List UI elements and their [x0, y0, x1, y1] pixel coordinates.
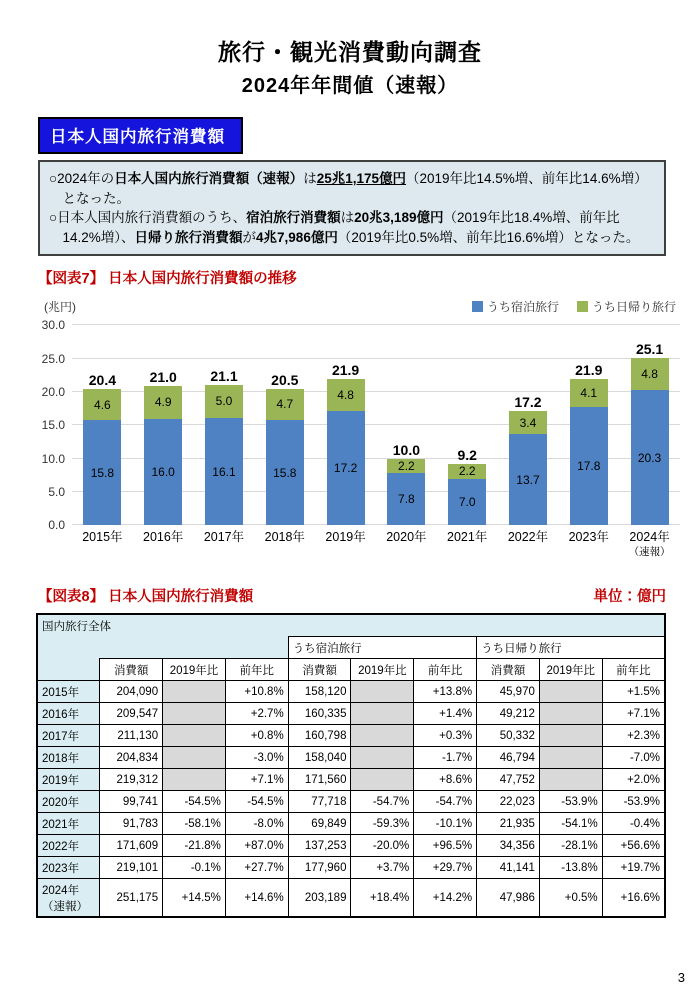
table-row — [37, 725, 665, 747]
col-header-amount: 消費額 — [477, 659, 540, 681]
year-cell: 2022年 — [37, 835, 100, 857]
x-axis-label — [194, 530, 255, 559]
value-cell: -54.5% — [163, 791, 226, 813]
value-cell — [351, 769, 414, 791]
value-cell: -54.5% — [225, 791, 288, 813]
bar-total-label: 25.1 — [635, 340, 664, 357]
bar-total-label: 21.9 — [331, 361, 360, 378]
bar-segment-daytrip: 4.8 — [327, 379, 365, 411]
table-row — [37, 791, 665, 813]
value-cell: 91,783 — [100, 813, 163, 835]
x-axis-label-year: 2021年 — [447, 530, 488, 545]
value-cell: 204,090 — [100, 681, 163, 703]
bar-segment-daytrip: 5.0 — [205, 385, 243, 418]
x-axis-label — [133, 530, 194, 559]
x-axis-label-year: 2016年 — [143, 530, 184, 545]
bar-group — [437, 325, 498, 525]
value-cell — [163, 769, 226, 791]
bar-segment-daytrip: 2.2 — [387, 459, 425, 474]
chart-unit-label: (兆円) — [44, 300, 76, 315]
bar-segment-lodging: 16.1 — [205, 418, 243, 525]
bar-group — [194, 325, 255, 525]
value-cell — [539, 725, 602, 747]
chart-top-row — [44, 298, 676, 315]
bar-total-label: 17.2 — [514, 394, 542, 411]
x-axis-label — [619, 530, 680, 559]
page-title: 旅行・観光消費動向調査 — [218, 39, 482, 65]
bullet-text-bold: 4兆7,986億円 — [256, 229, 338, 245]
value-cell: 137,253 — [288, 835, 351, 857]
x-axis-label-note: （速報） — [628, 545, 671, 558]
value-cell: 158,040 — [288, 747, 351, 769]
bar-total-label: 9.2 — [457, 446, 477, 463]
year-cell: 2021年 — [37, 813, 100, 835]
year-cell: 2023年 — [37, 857, 100, 879]
value-cell: +2.3% — [602, 725, 665, 747]
figure8-title: 【図表8】 日本人国内旅行消費額 — [38, 589, 254, 605]
value-cell — [539, 769, 602, 791]
bar-group — [498, 325, 559, 525]
value-cell — [351, 725, 414, 747]
value-cell — [539, 681, 602, 703]
bar-total-label: 20.5 — [271, 371, 299, 388]
bar-total-label: 20.4 — [88, 372, 117, 389]
y-tick-label: 0.0 — [48, 518, 65, 533]
value-cell: 160,798 — [288, 725, 351, 747]
bar-total-label: 21.9 — [575, 362, 603, 379]
value-cell: +16.6% — [602, 879, 665, 918]
bar-segment-lodging: 17.2 — [327, 411, 365, 526]
table-merged-blank — [37, 637, 288, 659]
value-cell: 41,141 — [477, 857, 540, 879]
value-cell: 158,120 — [288, 681, 351, 703]
value-cell: -58.1% — [163, 813, 226, 835]
x-axis-label-year: 2024年 — [629, 530, 670, 545]
value-cell: +0.3% — [414, 725, 477, 747]
value-cell: +1.4% — [414, 703, 477, 725]
value-cell: 211,130 — [100, 725, 163, 747]
value-cell: 21,935 — [477, 813, 540, 835]
bar-segment-lodging: 7.8 — [387, 473, 425, 525]
bars-container — [72, 325, 680, 525]
value-cell — [351, 703, 414, 725]
bar-segment-lodging: 20.3 — [631, 390, 669, 525]
table-row — [37, 769, 665, 791]
value-cell: +18.4% — [351, 879, 414, 918]
value-cell — [539, 703, 602, 725]
bar-segment-lodging: 13.7 — [509, 434, 547, 525]
x-axis-label-year: 2020年 — [386, 530, 427, 545]
section-label-domestic-travel: 日本人国内旅行消費額 — [38, 117, 243, 154]
value-cell: 69,849 — [288, 813, 351, 835]
col-header-yoy: 前年比 — [225, 659, 288, 681]
value-cell — [539, 747, 602, 769]
table-group-header-daytrip: うち日帰り旅行 — [477, 637, 665, 659]
bullet-text: ○2024年の — [49, 171, 115, 186]
value-cell — [163, 681, 226, 703]
bar-segment-lodging: 15.8 — [266, 420, 304, 525]
table-row — [37, 747, 665, 769]
value-cell: +14.2% — [414, 879, 477, 918]
year-cell: 2020年 — [37, 791, 100, 813]
col-header-amount: 消費額 — [288, 659, 351, 681]
value-cell: -0.4% — [602, 813, 665, 835]
bar-total-label: 10.0 — [392, 441, 420, 458]
bar-segment-daytrip: 4.7 — [266, 389, 304, 420]
value-cell: +19.7% — [602, 857, 665, 879]
value-cell: +96.5% — [414, 835, 477, 857]
bullet-text-bold: 日帰り旅行消費額 — [134, 229, 243, 245]
value-cell: 177,960 — [288, 857, 351, 879]
value-cell: +87.0% — [225, 835, 288, 857]
bar-group — [558, 325, 619, 525]
value-cell: -54.7% — [351, 791, 414, 813]
table-row — [37, 681, 665, 703]
legend-swatch-icon — [472, 301, 483, 312]
year-cell: 2016年 — [37, 703, 100, 725]
y-axis — [30, 318, 72, 533]
table-top-header: 国内旅行全体 — [37, 614, 665, 637]
value-cell: +2.7% — [225, 703, 288, 725]
bar-group — [133, 325, 194, 525]
value-cell — [351, 747, 414, 769]
bar-group — [619, 325, 680, 525]
legend-label: うち宿泊旅行 — [486, 300, 559, 315]
table-row — [37, 813, 665, 835]
value-cell — [163, 703, 226, 725]
bullet-text: は — [303, 171, 317, 186]
page-number: 3 — [677, 970, 685, 985]
value-cell: +0.8% — [225, 725, 288, 747]
value-cell: 99,741 — [100, 791, 163, 813]
value-cell: 47,986 — [477, 879, 540, 918]
bullet-text-bold-underline: 25兆1,175億円 — [316, 171, 406, 186]
x-axis-label — [558, 530, 619, 559]
legend-item — [577, 298, 676, 315]
x-axis-label — [72, 530, 133, 559]
value-cell: 47,752 — [477, 769, 540, 791]
value-cell — [163, 725, 226, 747]
year-cell: 2018年 — [37, 747, 100, 769]
value-cell: -7.0% — [602, 747, 665, 769]
summary-bullet-1 — [49, 169, 654, 208]
bar-segment-daytrip: 4.8 — [631, 358, 669, 390]
value-cell: 34,356 — [477, 835, 540, 857]
value-cell: 50,332 — [477, 725, 540, 747]
table-year-col-head — [37, 659, 100, 681]
y-tick-label: 20.0 — [41, 384, 65, 399]
bar-segment-lodging: 15.8 — [83, 420, 121, 525]
col-header-vs2019: 2019年比 — [539, 659, 602, 681]
value-cell: -54.7% — [414, 791, 477, 813]
col-header-yoy: 前年比 — [414, 659, 477, 681]
value-cell: +14.6% — [225, 879, 288, 918]
value-cell: -59.3% — [351, 813, 414, 835]
value-cell: +13.8% — [414, 681, 477, 703]
bar-segment-daytrip: 4.1 — [570, 379, 608, 406]
value-cell: -1.7% — [414, 747, 477, 769]
bullet-text-bold: 宿泊旅行消費額 — [246, 210, 341, 226]
y-tick-label: 25.0 — [41, 351, 65, 366]
bullet-text-bold: 20兆3,189億円 — [354, 210, 444, 226]
bar-segment-daytrip: 4.9 — [144, 386, 182, 419]
value-cell: -20.0% — [351, 835, 414, 857]
year-cell: 2019年 — [37, 769, 100, 791]
summary-bullet-2 — [49, 208, 654, 247]
figure8-title-row — [38, 585, 666, 606]
value-cell: -10.1% — [414, 813, 477, 835]
bar-segment-daytrip: 4.6 — [83, 389, 121, 420]
bullet-text: ○日本人国内旅行消費額のうち、 — [49, 210, 247, 226]
value-cell: 49,212 — [477, 703, 540, 725]
table-row — [37, 835, 665, 857]
bullet-text: が — [242, 229, 257, 245]
x-axis-label — [498, 530, 559, 559]
value-cell: -54.1% — [539, 813, 602, 835]
value-cell: -3.0% — [225, 747, 288, 769]
y-tick-label: 30.0 — [41, 318, 65, 333]
value-cell: +27.7% — [225, 857, 288, 879]
bar-total-label: 21.1 — [210, 367, 238, 384]
bullet-text: は — [340, 210, 355, 226]
value-cell: -53.9% — [539, 791, 602, 813]
value-cell: 251,175 — [100, 879, 163, 918]
value-cell — [351, 681, 414, 703]
value-cell: +56.6% — [602, 835, 665, 857]
year-cell: 2024年（速報） — [37, 879, 100, 918]
value-cell: +3.7% — [351, 857, 414, 879]
legend-label: うち日帰り旅行 — [591, 300, 676, 315]
value-cell: -0.1% — [163, 857, 226, 879]
value-cell: +7.1% — [225, 769, 288, 791]
bar-segment-daytrip: 3.4 — [509, 411, 547, 434]
value-cell: 219,101 — [100, 857, 163, 879]
value-cell: -53.9% — [602, 791, 665, 813]
value-cell: +0.5% — [539, 879, 602, 918]
bar-group — [72, 325, 133, 525]
table-row — [37, 857, 665, 879]
y-tick-label: 5.0 — [48, 484, 65, 499]
bar-segment-lodging: 16.0 — [144, 419, 182, 526]
chart-legend — [472, 298, 676, 315]
stacked-bar-chart — [30, 318, 680, 533]
value-cell: -13.8% — [539, 857, 602, 879]
value-cell: +1.5% — [602, 681, 665, 703]
legend-swatch-icon — [577, 301, 588, 312]
col-header-amount: 消費額 — [100, 659, 163, 681]
legend-item — [472, 298, 559, 315]
value-cell: 22,023 — [477, 791, 540, 813]
value-cell: 171,560 — [288, 769, 351, 791]
bullet-text: （2019年比0.5%増、前年比16.6%増）となった。 — [337, 229, 640, 245]
bar-segment-daytrip: 2.2 — [448, 464, 486, 479]
value-cell: +29.7% — [414, 857, 477, 879]
bar-segment-lodging: 7.0 — [448, 479, 486, 526]
x-axis-label-year: 2019年 — [325, 530, 366, 545]
consumption-table — [36, 613, 666, 918]
col-header-yoy: 前年比 — [602, 659, 665, 681]
table-row — [37, 703, 665, 725]
x-axis-label-year: 2022年 — [507, 530, 549, 545]
bar-segment-lodging: 17.8 — [570, 407, 608, 526]
value-cell: -8.0% — [225, 813, 288, 835]
figure7-title: 【図表7】 日本人国内旅行消費額の推移 — [38, 271, 297, 288]
plot-area — [72, 325, 680, 525]
bullet-text: （2019年比18.4%増、前年比14.2%増）、 — [62, 210, 620, 245]
value-cell: 77,718 — [288, 791, 351, 813]
x-axis-label — [254, 530, 315, 559]
value-cell: +10.8% — [225, 681, 288, 703]
x-axis-label — [437, 530, 498, 559]
bar-group — [254, 325, 315, 525]
col-header-vs2019: 2019年比 — [163, 659, 226, 681]
bar-group — [315, 325, 376, 525]
value-cell: 219,312 — [100, 769, 163, 791]
value-cell — [163, 747, 226, 769]
x-axis-label — [315, 530, 376, 559]
x-axis-label-year: 2015年 — [82, 530, 123, 545]
year-cell: 2017年 — [37, 725, 100, 747]
bar-total-label: 21.0 — [149, 368, 177, 385]
value-cell: 160,335 — [288, 703, 351, 725]
table-group-header-lodging: うち宿泊旅行 — [288, 637, 476, 659]
bullet-text-bold: 日本人国内旅行消費額（速報） — [114, 171, 304, 186]
value-cell: -21.8% — [163, 835, 226, 857]
bullet-text: （2019年比14.5%増、前年比14.6%増）となった。 — [62, 171, 648, 206]
value-cell: +7.1% — [602, 703, 665, 725]
value-cell: +2.0% — [602, 769, 665, 791]
summary-box — [38, 160, 666, 256]
x-axis-label — [376, 530, 437, 559]
table-unit-label: 単位：億円 — [593, 589, 666, 605]
col-header-vs2019: 2019年比 — [351, 659, 414, 681]
page-subtitle: 2024年年間値（速報） — [241, 75, 459, 97]
x-axis-label-year: 2017年 — [203, 530, 245, 545]
table-row — [37, 879, 665, 918]
x-axis-label-year: 2018年 — [264, 530, 305, 545]
x-axis-label-year: 2023年 — [568, 530, 609, 545]
value-cell: 45,970 — [477, 681, 540, 703]
bar-group — [376, 325, 437, 525]
value-cell: 209,547 — [100, 703, 163, 725]
y-tick-label: 10.0 — [41, 451, 65, 466]
value-cell: 171,609 — [100, 835, 163, 857]
value-cell: 46,794 — [477, 747, 540, 769]
y-tick-label: 15.0 — [41, 418, 65, 433]
value-cell: +8.6% — [414, 769, 477, 791]
value-cell: +14.5% — [163, 879, 226, 918]
year-cell: 2015年 — [37, 681, 100, 703]
value-cell: -28.1% — [539, 835, 602, 857]
x-axis-labels — [72, 530, 680, 559]
value-cell: 204,834 — [100, 747, 163, 769]
value-cell: 203,189 — [288, 879, 351, 918]
